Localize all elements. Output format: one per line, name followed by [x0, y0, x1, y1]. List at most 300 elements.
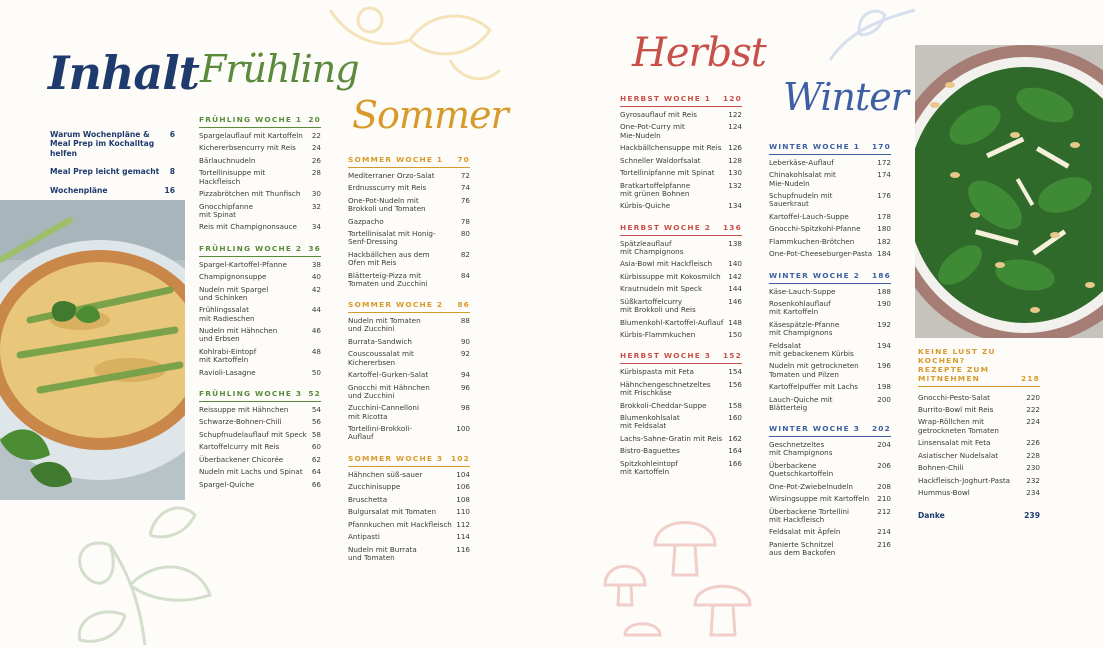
- recipe-entry[interactable]: [620, 157, 742, 165]
- recipe-title: Gnocchi-Pesto-Salat: [918, 392, 990, 402]
- recipe-page: 156: [728, 379, 742, 389]
- recipe-title: Käse-Lauch-Suppe: [769, 286, 836, 296]
- recipe-entry[interactable]: [620, 169, 742, 177]
- recipe-entry[interactable]: [199, 348, 321, 365]
- week-heading-label: HERBST WOCHE 2: [620, 222, 712, 232]
- recipe-entry[interactable]: [199, 481, 321, 489]
- recipe-title: Frühlingssalat mit Radieschen: [199, 305, 255, 323]
- recipe-entry[interactable]: [769, 238, 891, 246]
- takeaway-column: [918, 348, 1040, 524]
- recipe-entry[interactable]: [199, 431, 321, 439]
- recipe-entry[interactable]: [199, 132, 321, 140]
- recipe-page: 80: [460, 229, 470, 239]
- recipe-entry[interactable]: [348, 404, 470, 421]
- recipe-entry[interactable]: [620, 402, 742, 410]
- recipe-entry[interactable]: [348, 350, 470, 367]
- recipe-entry[interactable]: [918, 464, 1040, 472]
- recipe-entry[interactable]: [199, 203, 321, 220]
- week-heading-page: 170: [871, 142, 891, 151]
- recipe-page: 194: [877, 340, 891, 350]
- quiche-photo: [0, 200, 185, 500]
- week-heading-page: 120: [722, 94, 742, 103]
- contents-link-page: 8: [169, 167, 175, 177]
- recipe-entry[interactable]: [348, 546, 470, 563]
- autumn-column: [620, 95, 742, 480]
- recipe-entry[interactable]: [199, 286, 321, 303]
- recipe-entry[interactable]: [348, 425, 470, 442]
- recipe-page: 44: [311, 305, 321, 315]
- recipe-page: 38: [311, 259, 321, 269]
- week-heading-label: WINTER WOCHE 1: [769, 142, 861, 151]
- week-heading[interactable]: [199, 116, 321, 128]
- recipe-entry[interactable]: [620, 447, 742, 455]
- contents-link-page: 16: [164, 185, 175, 195]
- recipe-page: 182: [877, 236, 891, 246]
- recipe-entry[interactable]: [199, 144, 321, 152]
- recipe-page: 184: [877, 249, 891, 259]
- recipe-entry[interactable]: [620, 260, 742, 268]
- recipe-title: Lachs-Sahne-Gratin mit Reis: [620, 433, 723, 443]
- recipe-entry[interactable]: [199, 327, 321, 344]
- recipe-entry[interactable]: [769, 383, 891, 391]
- recipe-page: 100: [456, 424, 470, 434]
- recipe-page: 74: [460, 183, 470, 193]
- recipe-entry[interactable]: [199, 273, 321, 281]
- autumn-title: Herbst: [632, 30, 766, 76]
- recipe-page: 164: [728, 446, 742, 456]
- week-heading-page: 136: [722, 222, 742, 232]
- recipe-title: Reissuppe mit Hähnchen: [199, 404, 289, 414]
- recipe-page: 84: [460, 270, 470, 280]
- recipe-page: 48: [311, 346, 321, 356]
- recipe-page: 228: [1026, 450, 1040, 460]
- recipe-title: Hackfleisch-Joghurt-Pasta: [918, 475, 1011, 485]
- takeaway-heading[interactable]: [918, 348, 1040, 387]
- recipe-entry[interactable]: [769, 321, 891, 338]
- week-heading[interactable]: [620, 352, 742, 364]
- week-heading-label: HERBST WOCHE 1: [620, 94, 712, 103]
- recipe-page: 64: [311, 467, 321, 477]
- recipe-page: 32: [311, 201, 321, 211]
- thanks-page: 239: [1024, 510, 1040, 520]
- spring-title: Frühling: [200, 47, 359, 91]
- recipe-title: Flammkuchen-Brötchen: [769, 236, 855, 246]
- recipe-page: 198: [877, 382, 891, 392]
- recipe-page: 188: [877, 286, 891, 296]
- week-heading-label: WINTER WOCHE 3: [769, 424, 861, 434]
- week-heading-page: 102: [450, 453, 470, 463]
- recipe-title: Bärlauchnudeln: [199, 155, 256, 165]
- week-heading-page: 202: [871, 424, 891, 434]
- recipe-page: 160: [728, 413, 742, 422]
- recipe-page: 234: [1026, 488, 1040, 498]
- recipe-title: Gyrosauflauf mit Reis: [620, 109, 697, 119]
- contents-link-page: 6: [169, 130, 175, 139]
- recipe-title: Bohnen-Chili: [918, 463, 964, 473]
- recipe-title: Bruschetta: [348, 494, 388, 504]
- week-heading[interactable]: [348, 455, 470, 467]
- recipe-title: Überbackener Chicorée: [199, 454, 284, 464]
- recipe-entry[interactable]: [348, 317, 470, 334]
- recipe-page: 132: [728, 180, 742, 190]
- recipe-page: 200: [877, 394, 891, 404]
- recipe-entry[interactable]: [620, 273, 742, 281]
- recipe-entry[interactable]: [769, 362, 891, 379]
- recipe-title: Geschnetzeltes mit Champignons: [769, 440, 833, 458]
- recipe-page: 96: [460, 382, 470, 392]
- week-heading-label: WINTER WOCHE 2: [769, 270, 861, 280]
- week-heading[interactable]: [769, 143, 891, 155]
- recipe-entry[interactable]: [348, 483, 470, 491]
- recipe-page: 148: [728, 317, 742, 327]
- recipe-entry[interactable]: [918, 394, 1040, 402]
- recipe-title: Krautnudeln mit Speck: [620, 284, 703, 294]
- recipe-page: 166: [728, 458, 742, 468]
- week-heading-label: FRÜHLING WOCHE 1: [199, 115, 303, 124]
- contents-link-label: Meal Prep leicht gemacht: [50, 167, 160, 177]
- recipe-entry[interactable]: [769, 508, 891, 525]
- recipe-page: 172: [877, 157, 891, 167]
- recipe-title: One-Pot-Curry mit Mie-Nudeln: [620, 122, 685, 140]
- recipe-page: 34: [311, 222, 321, 232]
- decor-leaves-top-right: [820, 0, 920, 70]
- week-heading-label: SOMMER WOCHE 2: [348, 300, 444, 310]
- recipe-entry[interactable]: [620, 240, 742, 257]
- recipe-page: 94: [460, 370, 470, 380]
- recipe-title: Spargel-Quiche: [199, 479, 255, 489]
- recipe-entry[interactable]: [199, 306, 321, 323]
- recipe-page: 112: [456, 519, 470, 529]
- recipe-entry[interactable]: [620, 414, 742, 431]
- recipe-page: 76: [460, 195, 470, 205]
- week-heading[interactable]: [620, 224, 742, 236]
- recipe-title: Brokkoli-Cheddar-Suppe: [620, 400, 707, 410]
- recipe-title: Asiatischer Nudelsalat: [918, 450, 999, 460]
- recipe-title: Kartoffel-Lauch-Suppe: [769, 211, 849, 221]
- recipe-page: 150: [728, 329, 742, 339]
- recipe-entry[interactable]: [199, 443, 321, 451]
- recipe-page: 216: [877, 539, 891, 549]
- recipe-entry[interactable]: [620, 182, 742, 199]
- recipe-page: 204: [877, 440, 891, 450]
- recipe-title: Kürbis-Flammkuchen: [620, 329, 696, 339]
- recipe-entry[interactable]: [769, 495, 891, 503]
- recipe-page: 180: [877, 224, 891, 234]
- recipe-entry[interactable]: [918, 489, 1040, 497]
- recipe-page: 146: [728, 296, 742, 306]
- week-heading[interactable]: [348, 301, 470, 313]
- recipe-entry[interactable]: [769, 462, 891, 479]
- recipe-entry[interactable]: [199, 157, 321, 165]
- recipe-entry[interactable]: [769, 225, 891, 233]
- recipe-title: Schneller Waldorfsalat: [620, 155, 701, 165]
- week-heading[interactable]: [348, 156, 470, 168]
- recipe-title: Burrito-Bowl mit Reis: [918, 404, 994, 414]
- recipe-entry[interactable]: [918, 418, 1040, 435]
- decor-mushrooms-bottom: [585, 505, 775, 648]
- recipe-entry[interactable]: [620, 144, 742, 152]
- recipe-entry[interactable]: [348, 197, 470, 214]
- recipe-entry[interactable]: [620, 298, 742, 315]
- recipe-entry[interactable]: [199, 223, 321, 231]
- takeaway-heading-label: KEINE LUST ZU KOCHEN? REZEPTE ZUM MITNEHMEN: [918, 347, 996, 383]
- recipe-entry[interactable]: [769, 288, 891, 296]
- recipe-title: Hähnchen süß-sauer: [348, 469, 423, 479]
- week-heading[interactable]: [199, 390, 321, 402]
- recipe-title: Tortellini-Brokkoli- Auflauf: [348, 424, 412, 442]
- recipe-page: 174: [877, 170, 891, 180]
- recipe-title: Kürbissuppe mit Kokosmilch: [620, 271, 721, 281]
- recipe-page: 178: [877, 211, 891, 221]
- recipe-entry[interactable]: [918, 439, 1040, 447]
- recipe-title: One-Pot-Zwiebelnudeln: [769, 481, 853, 491]
- contents-link-label: Warum Wochenpläne & Meal Prep im Kochalltag helfen: [50, 130, 155, 158]
- recipe-title: Kartoffel-Gurken-Salat: [348, 370, 429, 380]
- recipe-entry[interactable]: [620, 319, 742, 327]
- recipe-title: Kartoffelpuffer mit Lachs: [769, 382, 859, 392]
- recipe-title: Nudeln mit Tomaten und Zucchini: [348, 316, 421, 334]
- recipe-title: One-Pot-Cheeseburger-Pasta: [769, 249, 873, 259]
- recipe-title: Asia-Bowl mit Hackfleisch: [620, 259, 713, 269]
- recipe-entry[interactable]: [918, 477, 1040, 485]
- week-heading-label: FRÜHLING WOCHE 3: [199, 389, 303, 398]
- recipe-entry[interactable]: [620, 285, 742, 293]
- recipe-page: 122: [728, 109, 742, 119]
- recipe-page: 142: [728, 271, 742, 281]
- recipe-entry[interactable]: [199, 369, 321, 377]
- week-heading-label: HERBST WOCHE 3: [620, 351, 712, 361]
- recipe-entry[interactable]: [348, 230, 470, 247]
- recipe-entry[interactable]: [620, 123, 742, 140]
- recipe-entry[interactable]: [199, 169, 321, 186]
- recipe-title: Spargel-Kartoffel-Pfanne: [199, 259, 287, 269]
- recipe-entry[interactable]: [199, 190, 321, 198]
- recipe-title: Gnocchipfanne mit Spinat: [199, 201, 254, 219]
- recipe-entry[interactable]: [199, 261, 321, 269]
- recipe-entry[interactable]: [620, 331, 742, 339]
- recipe-title: Hackbällchensuppe mit Reis: [620, 143, 722, 153]
- recipe-entry[interactable]: [199, 406, 321, 414]
- intro-list: [50, 130, 175, 204]
- recipe-entry[interactable]: [620, 111, 742, 119]
- thanks-link[interactable]: [918, 512, 1040, 521]
- recipe-title: Gnocchi mit Hähnchen und Zucchini: [348, 382, 430, 400]
- recipe-page: 24: [311, 143, 321, 153]
- recipe-entry[interactable]: [620, 202, 742, 210]
- recipe-title: Antipasti: [348, 532, 380, 542]
- recipe-page: 176: [877, 191, 891, 201]
- recipe-page: 88: [460, 316, 470, 326]
- recipe-title: Tortellinisalat mit Honig- Senf-Dressing: [348, 229, 436, 247]
- spinach-salad-photo: [915, 45, 1103, 338]
- contents-title: Inhalt: [48, 46, 199, 100]
- recipe-page: 134: [728, 201, 742, 211]
- recipe-title: Linsensalat mit Feta: [918, 438, 991, 448]
- recipe-page: 92: [460, 349, 470, 359]
- recipe-title: Nudeln mit Spargel und Schinken: [199, 284, 269, 302]
- recipe-page: 232: [1026, 475, 1040, 485]
- recipe-page: 210: [877, 494, 891, 504]
- recipe-title: Couscoussalat mit Kichererbsen: [348, 349, 414, 367]
- recipe-entry[interactable]: [348, 533, 470, 541]
- thanks-label: Danke: [918, 510, 945, 520]
- recipe-title: Käsespätzle-Pfanne mit Champignons: [769, 319, 840, 338]
- recipe-page: 196: [877, 361, 891, 371]
- recipe-page: 192: [877, 319, 891, 329]
- recipe-title: Bratkartoffelpfanne mit grünen Bohnen: [620, 180, 691, 198]
- recipe-entry[interactable]: [769, 528, 891, 536]
- recipe-page: 90: [460, 336, 470, 346]
- recipe-entry[interactable]: [348, 184, 470, 192]
- recipe-entry[interactable]: [348, 371, 470, 379]
- spring-column: [199, 116, 321, 493]
- recipe-title: Spargelauflauf mit Kartoffeln: [199, 130, 303, 140]
- recipe-title: Gnocchi-Spitzkohl-Pfanne: [769, 224, 861, 234]
- week-heading-page: 152: [722, 351, 742, 361]
- recipe-entry[interactable]: [769, 159, 891, 167]
- recipe-entry[interactable]: [620, 381, 742, 398]
- recipe-page: 106: [456, 482, 470, 492]
- week-heading[interactable]: [620, 95, 742, 107]
- recipe-page: 22: [311, 130, 321, 140]
- recipe-entry[interactable]: [199, 418, 321, 426]
- recipe-page: 40: [311, 272, 321, 282]
- recipe-entry[interactable]: [348, 218, 470, 226]
- recipe-entry[interactable]: [348, 471, 470, 479]
- recipe-title: Feldsalat mit gebackenem Kürbis: [769, 340, 854, 358]
- recipe-page: 62: [311, 454, 321, 464]
- recipe-title: Bistro-Baguettes: [620, 446, 680, 456]
- recipe-page: 214: [877, 527, 891, 537]
- recipe-title: Pfannkuchen mit Hackfleisch: [348, 519, 452, 529]
- recipe-title: Kürbis-Quiche: [620, 201, 671, 211]
- recipe-entry[interactable]: [769, 541, 891, 558]
- recipe-entry[interactable]: [348, 521, 470, 529]
- week-heading[interactable]: [199, 245, 321, 257]
- recipe-page: 130: [728, 168, 742, 178]
- week-heading-page: 20: [308, 115, 321, 124]
- recipe-page: 128: [728, 155, 742, 165]
- recipe-title: Wirsingsuppe mit Kartoffeln: [769, 494, 870, 504]
- recipe-page: 126: [728, 143, 742, 153]
- recipe-entry[interactable]: [348, 496, 470, 504]
- week-heading-label: SOMMER WOCHE 1: [348, 155, 444, 164]
- recipe-title: Überbackene Quetschkartoffeln: [769, 460, 834, 479]
- recipe-entry[interactable]: [918, 452, 1040, 460]
- recipe-title: Wrap-Röllchen mit getrockneten Tomaten: [918, 417, 999, 435]
- recipe-entry[interactable]: [769, 192, 891, 209]
- recipe-title: Zucchini-Cannelloni mit Ricotta: [348, 403, 419, 421]
- recipe-page: 212: [877, 506, 891, 516]
- recipe-entry[interactable]: [769, 441, 891, 458]
- recipe-page: 50: [311, 367, 321, 377]
- recipe-entry[interactable]: [348, 384, 470, 401]
- recipe-entry[interactable]: [769, 300, 891, 317]
- recipe-title: Hähnchengeschnetzeltes mit Frischkäse: [620, 379, 711, 398]
- recipe-title: Spätzleauflauf mit Champignons: [620, 238, 684, 256]
- recipe-entry[interactable]: [348, 172, 470, 180]
- recipe-page: 78: [460, 216, 470, 226]
- recipe-page: 110: [456, 507, 470, 517]
- recipe-title: Panierte Schnitzel aus dem Backofen: [769, 539, 836, 558]
- recipe-page: 56: [311, 417, 321, 427]
- recipe-page: 162: [728, 433, 742, 443]
- recipe-entry[interactable]: [348, 272, 470, 289]
- recipe-entry[interactable]: [769, 396, 891, 413]
- recipe-entry[interactable]: [620, 460, 742, 477]
- recipe-title: Ravioli-Lasagne: [199, 367, 256, 377]
- recipe-page: 208: [877, 481, 891, 491]
- recipe-title: Champignonsuppe: [199, 272, 267, 282]
- recipe-entry[interactable]: [769, 342, 891, 359]
- recipe-title: Kürbispasta mit Feta: [620, 367, 694, 377]
- recipe-entry[interactable]: [348, 508, 470, 516]
- contents-link[interactable]: [50, 130, 175, 158]
- week-heading-page: 186: [871, 270, 891, 280]
- recipe-title: Bulgursalat mit Tomaten: [348, 507, 437, 517]
- recipe-title: Süßkartoffelcurry mit Brokkoli und Reis: [620, 296, 696, 315]
- recipe-entry[interactable]: [769, 213, 891, 221]
- recipe-page: 124: [728, 122, 742, 132]
- recipe-page: 190: [877, 299, 891, 309]
- recipe-title: Blätterteig-Pizza mit Tomaten und Zucchini: [348, 270, 428, 288]
- contents-link[interactable]: [50, 186, 175, 195]
- recipe-title: Kichererbsencurry mit Reis: [199, 143, 296, 153]
- recipe-entry[interactable]: [348, 338, 470, 346]
- recipe-page: 140: [728, 259, 742, 269]
- week-heading[interactable]: [769, 272, 891, 284]
- recipe-entry[interactable]: [620, 368, 742, 376]
- recipe-entry[interactable]: [769, 250, 891, 258]
- recipe-page: 222: [1026, 404, 1040, 414]
- recipe-entry[interactable]: [199, 468, 321, 476]
- recipe-entry[interactable]: [348, 251, 470, 268]
- recipe-title: Tortellinipfanne mit Spinat: [620, 168, 715, 178]
- recipe-title: Zucchinisuppe: [348, 482, 401, 492]
- recipe-title: Schupfnudelauflauf mit Speck: [199, 429, 307, 439]
- recipe-entry[interactable]: [199, 456, 321, 464]
- recipe-title: Leberkäse-Auflauf: [769, 157, 834, 167]
- recipe-page: 138: [728, 238, 742, 248]
- recipe-title: Hummus-Bowl: [918, 488, 970, 498]
- recipe-title: Pizzabrötchen mit Thunfisch: [199, 189, 301, 199]
- week-heading-label: FRÜHLING WOCHE 2: [199, 243, 303, 253]
- contents-link[interactable]: [50, 167, 175, 176]
- recipe-entry[interactable]: [620, 435, 742, 443]
- recipe-title: Chinakohlsalat mit Mie-Nudeln: [769, 170, 836, 188]
- decor-herbs-bottom-left: [60, 495, 230, 648]
- week-heading[interactable]: [769, 425, 891, 437]
- recipe-title: Spitzkohleintopf mit Kartoffeln: [620, 458, 678, 476]
- recipe-entry[interactable]: [918, 406, 1040, 414]
- recipe-page: 230: [1026, 463, 1040, 473]
- recipe-title: Tortellinisuppe mit Hackfleisch: [199, 168, 266, 186]
- recipe-entry[interactable]: [769, 483, 891, 491]
- recipe-title: Gazpacho: [348, 216, 384, 226]
- recipe-entry[interactable]: [769, 171, 891, 188]
- recipe-page: 30: [311, 189, 321, 199]
- recipe-title: Feldsalat mit Äpfeln: [769, 527, 841, 537]
- recipe-title: Nudeln mit getrockneten Tomaten und Pilzen: [769, 361, 859, 379]
- recipe-page: 116: [456, 544, 470, 554]
- week-heading-label: SOMMER WOCHE 3: [348, 453, 444, 463]
- recipe-title: Kohlrabi-Eintopf mit Kartoffeln: [199, 346, 257, 365]
- recipe-title: Erdnusscurry mit Reis: [348, 183, 427, 193]
- recipe-title: Nudeln mit Lachs und Spinat: [199, 467, 303, 477]
- recipe-page: 154: [728, 367, 742, 377]
- winter-column: [769, 143, 891, 562]
- recipe-title: Schwarze-Bohnen-Chili: [199, 417, 282, 427]
